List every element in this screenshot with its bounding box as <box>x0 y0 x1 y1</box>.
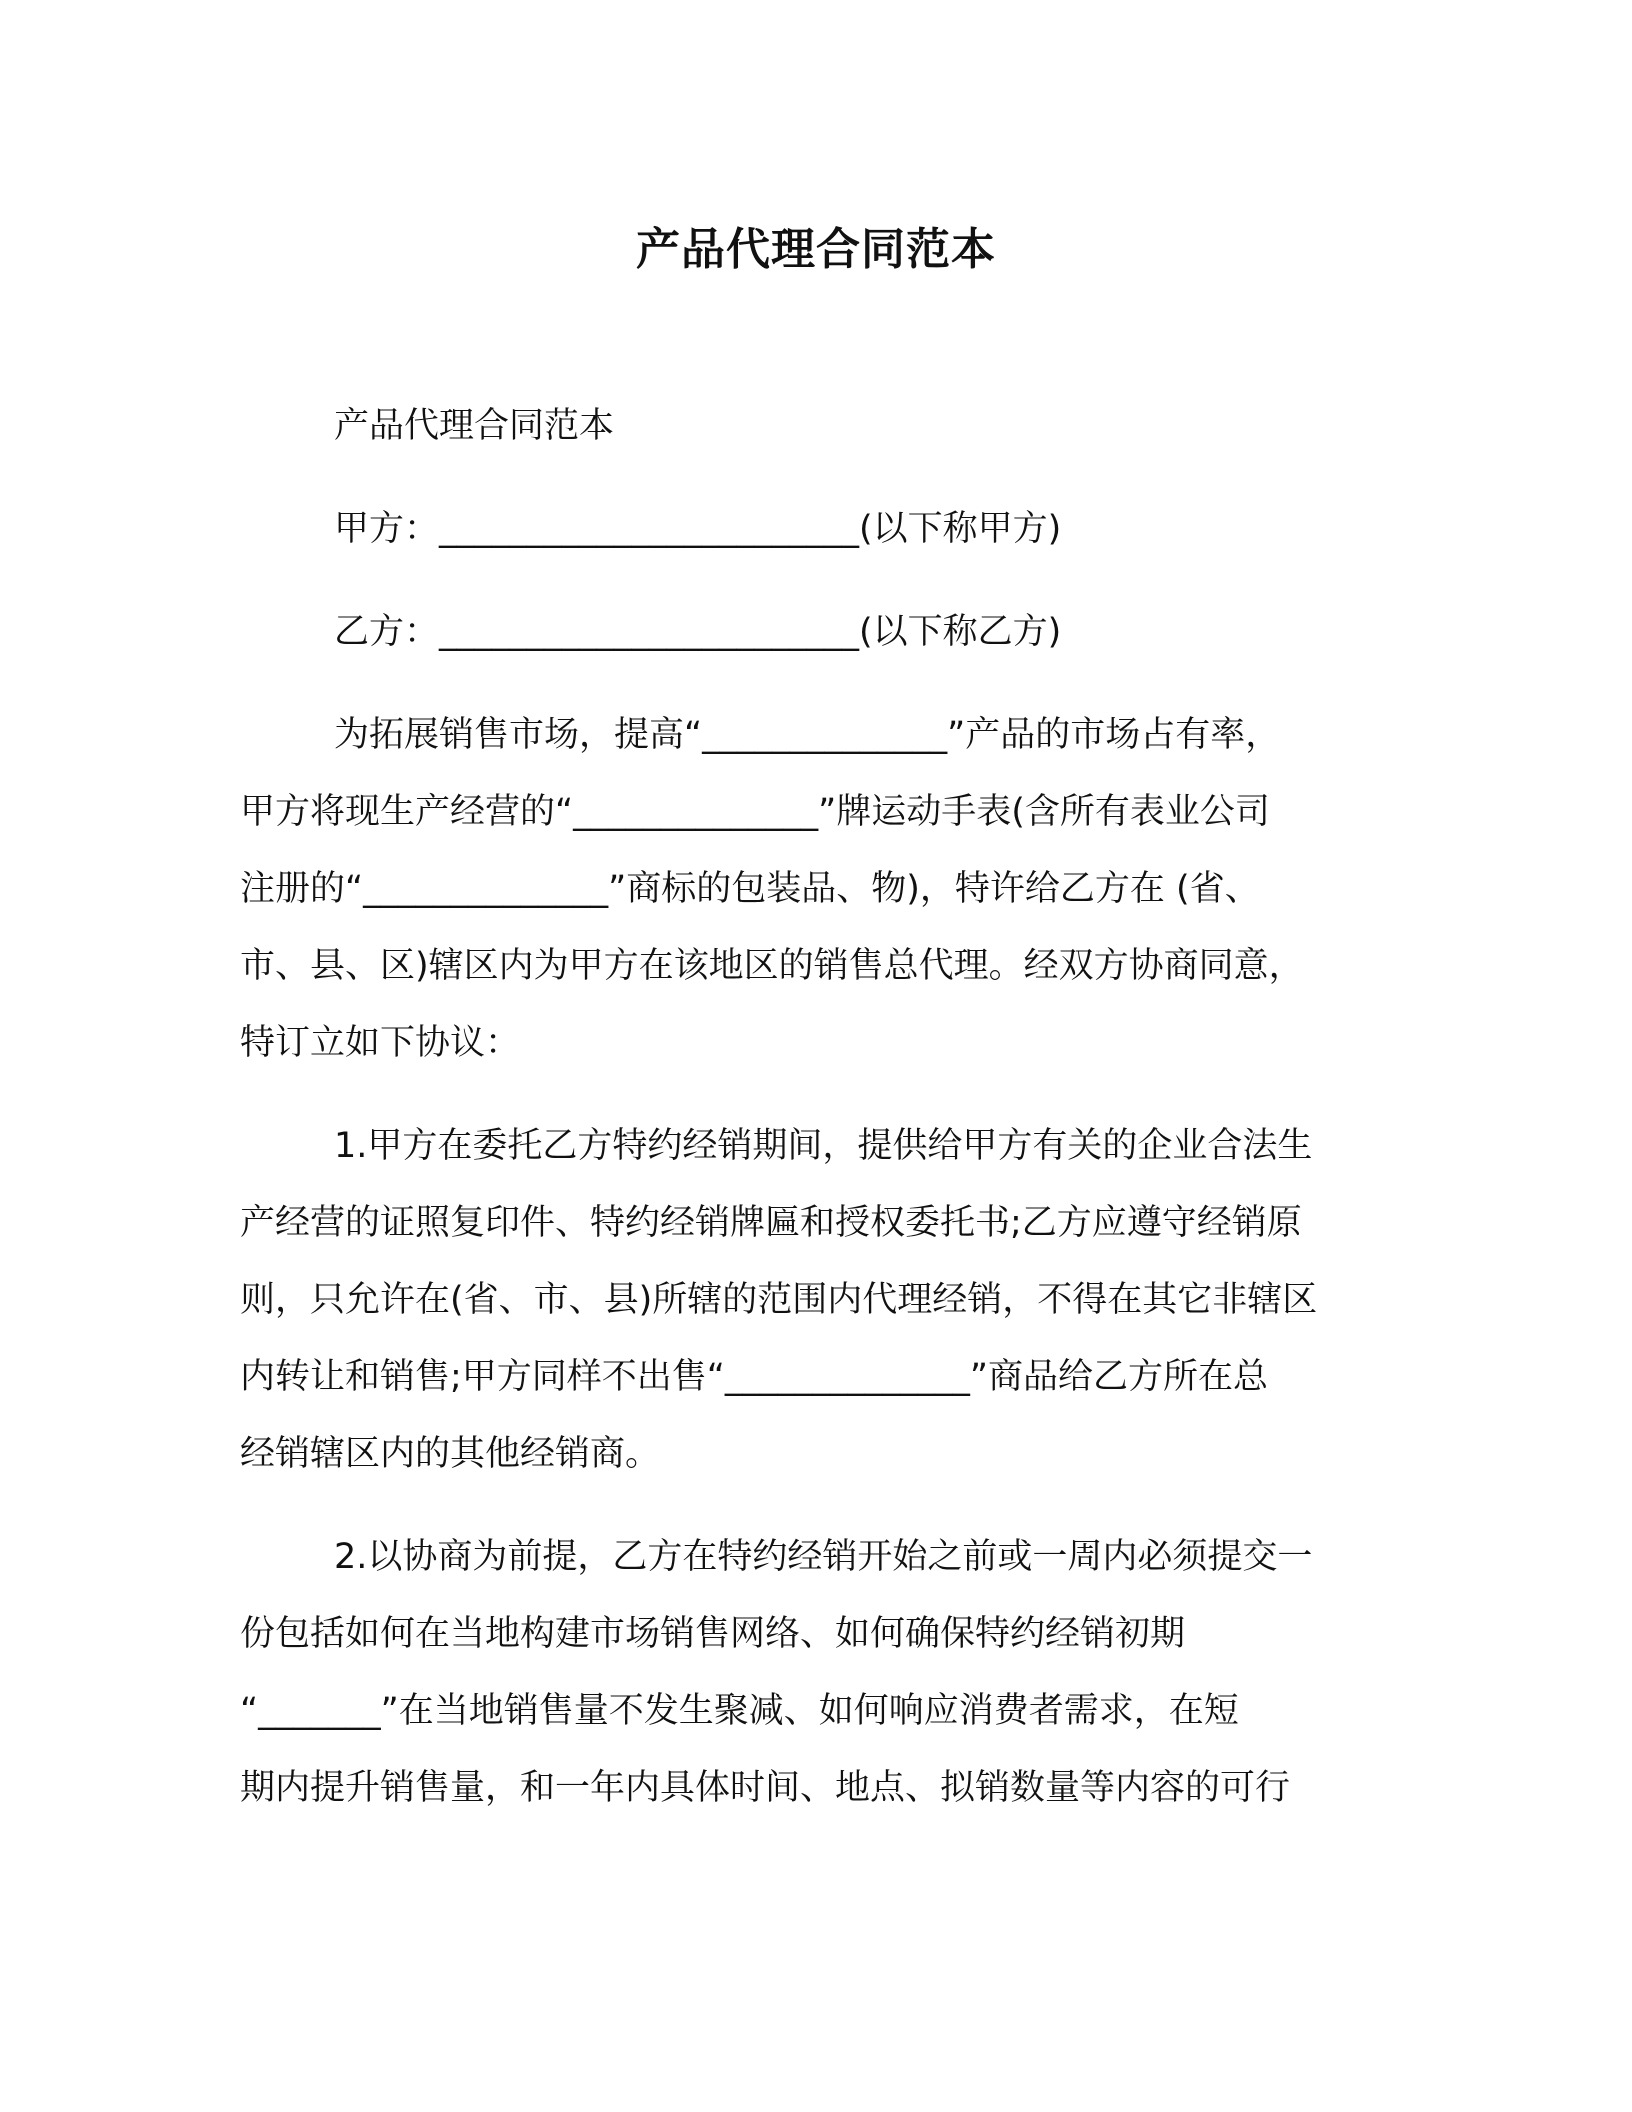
clause-2-line: 2.以协商为前提，乙方在特约经销开始之前或一周内必须提交一 <box>334 1537 1313 1577</box>
intro-paragraph <box>240 697 1390 1082</box>
clause-2-line: “_______”在当地销售量不发生聚减、如何响应消费者需求，在短 <box>240 1691 1239 1731</box>
intro-line: 注册的“______________”商标的包装品、物)，特许给乙方在 (省、 <box>240 869 1260 909</box>
clause-2 <box>240 1519 1390 1827</box>
document-title: 产品代理合同范本 <box>636 224 996 275</box>
intro-line: 甲方将现生产经营的“______________”牌运动手表(含所有表业公司 <box>240 792 1270 832</box>
party-a-line: 甲方：________________________(以下称甲方) <box>334 509 1062 549</box>
clause-1-line: 则，只允许在(省、市、县)所辖的范围内代理经销，不得在其它非辖区 <box>240 1280 1318 1320</box>
subtitle: 产品代理合同范本 <box>334 406 615 446</box>
intro-line: 为拓展销售市场，提高“______________”产品的市场占有率， <box>334 715 1281 755</box>
clause-1-line: 产经营的证照复印件、特约经销牌匾和授权委托书;乙方应遵守经销原 <box>240 1203 1302 1243</box>
clause-2-line: 期内提升销售量，和一年内具体时间、地点、拟销数量等内容的可行 <box>240 1768 1291 1808</box>
document-body <box>240 388 1390 1827</box>
party-b-line: 乙方：________________________(以下称乙方) <box>334 612 1062 652</box>
clause-1 <box>240 1108 1390 1493</box>
intro-line: 特订立如下协议： <box>240 1023 521 1063</box>
intro-line: 市、县、区)辖区内为甲方在该地区的销售总代理。经双方协商同意， <box>240 946 1304 986</box>
clause-1-line: 1.甲方在委托乙方特约经销期间，提供给甲方有关的企业合法生 <box>334 1126 1313 1166</box>
clause-2-line: 份包括如何在当地构建市场销售网络、如何确保特约经销初期 <box>240 1614 1186 1654</box>
clause-1-line: 内转让和销售;甲方同样不出售“______________”商品给乙方所在总 <box>240 1357 1269 1397</box>
clause-1-line: 经销辖区内的其他经销商。 <box>240 1434 661 1474</box>
